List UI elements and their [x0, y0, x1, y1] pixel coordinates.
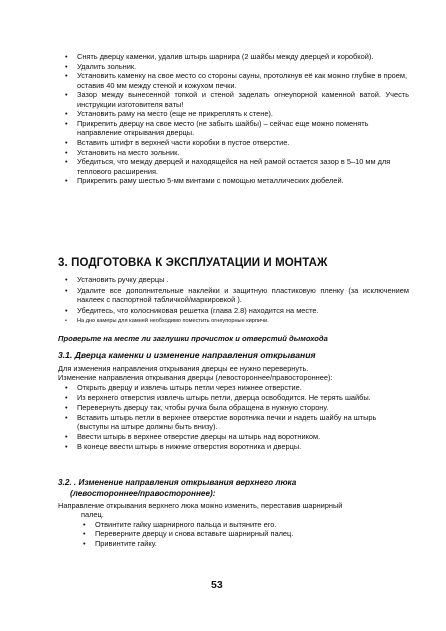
heading-line: (левостороннее/правостороннее):: [70, 488, 216, 498]
section-3-1-intro: [58, 364, 410, 383]
installation-steps-list: [77, 52, 409, 186]
list-item: • Прикрепить раму шестью 5-мм винтами с помощью металлических дюбелей.: [77, 176, 409, 185]
list-item: • Прикрепить дверцу на свое место (не забыть шайбы) – сейчас еще можно поменять направление открывания дверцы.: [77, 119, 409, 138]
list-item: • Установить на место зольник.: [77, 148, 409, 157]
section-3-2-intro: [58, 501, 418, 520]
list-item: • Из верхнего отверстия извлечь штырь петли, дверца освободится. Не терять шайбы.: [77, 393, 409, 402]
list-item: • Зазор между вынесенной топкой и стеной заделать огнеупорной каменной ватой. Учесть инструкции изготовителя ваты!: [77, 90, 409, 109]
list-item: • Вставить штырь петли в верхнее отверстие воротника печки и надеть шайбу на штырь (выступы на штыре должны быть внизу).: [77, 413, 409, 432]
section-3-heading: 3. ПОДГОТОВКА К ЭКСПЛУАТАЦИИ И МОНТАЖ: [58, 257, 328, 269]
intro-line: Изменение направления открывания дверцы (левостороннее/правостороннее):: [58, 373, 333, 383]
list-item: • Перевернуть дверцу так, чтобы ручка была обращена в нужную сторону.: [77, 403, 409, 412]
intro-line: палец.: [81, 510, 104, 520]
intro-line: Для изменения направления открывания дверцы ее нужно перевернуть.: [58, 364, 309, 373]
list-item: • Удалить зольник.: [77, 62, 409, 71]
list-item: • Установить раму на место (еще не прикреплять к стене).: [77, 109, 409, 118]
list-item: • Снять дверцу каменки, удалив штырь шарнира (2 шайбы между дверцей и коробкой).: [77, 52, 409, 61]
list-item: • Вставить штифт в верхней части коробки в пустое отверстие.: [77, 138, 409, 147]
heading-line: 3.2. . Изменение направления открывания верхнего люка: [58, 478, 297, 487]
section-3-2-heading: [58, 478, 410, 499]
list-item: • Привинтите гайку.: [95, 539, 395, 548]
list-item: • Отвинтите гайку шарнирного пальца и вытяните его.: [95, 520, 395, 529]
list-item: • Убедиться, что между дверцей и находящейся на ней рамой остается зазор в 5–10 мм для теплового расширения.: [77, 157, 409, 176]
hatch-steps-list: [95, 520, 395, 548]
list-item: • Удалите все дополнительные наклейки и защитную пластиковую пленку (за исключением наклеек с паспортной табличкой/маркировкой ).: [77, 286, 409, 305]
list-item: • Ввести штырь в верхнее отверстие дверцы на штырь над воротником.: [77, 432, 409, 441]
preparation-steps-list: [77, 275, 409, 327]
door-steps-list: [77, 383, 409, 452]
intro-line: Направление открывания верхнего люка можно изменить, переставив шарнирный: [58, 501, 343, 510]
list-item: • Открыть дверцу и извлечь штырь петли через нижнее отверстие.: [77, 383, 409, 392]
list-item: • На дно камеры для камней необходимо поместить огнеупорные кирпичи.: [77, 317, 409, 326]
list-item: • Убедитесь, что колосниковая решетка (глава 2.8) находится на месте.: [77, 306, 409, 315]
check-plugs-note: Проверьте на месте ли заглушки прочисток и отверстий дымохода: [58, 334, 328, 343]
list-item: • Установить каменку на свое место со стороны сауны, протолкнув её как можно глубже в проем, оставив 40 мм между стеной и кожухом печки.: [77, 71, 409, 90]
page-number: 53: [211, 579, 223, 591]
list-item: • В конеце ввести штырь в нижние отверстия воротника и дверцы.: [77, 442, 409, 451]
section-3-1-heading: 3.1. Дверца каменки и изменение направления открывания: [58, 350, 316, 360]
list-item: • Переверните дверцу и снова вставьте шарнирный палец.: [95, 529, 395, 538]
list-item: • Установить ручку дверцы .: [77, 275, 409, 284]
